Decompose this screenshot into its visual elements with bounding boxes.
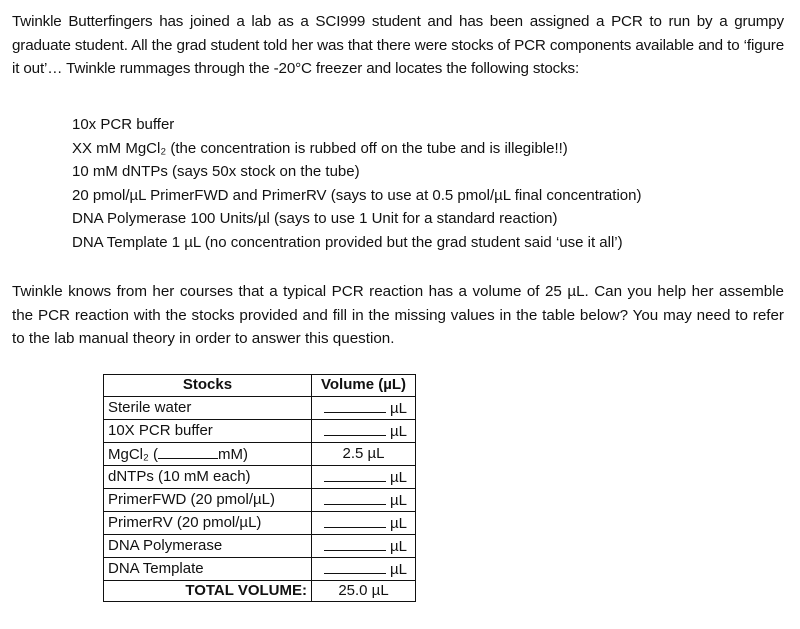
header-stocks: Stocks — [104, 375, 312, 397]
table-row — [104, 488, 416, 511]
stock-cell: DNA Polymerase — [104, 534, 312, 557]
volume-cell — [312, 511, 416, 534]
stock-cell: 10X PCR buffer — [104, 419, 312, 442]
total-label: TOTAL VOLUME: — [104, 580, 312, 602]
stock-item: DNA Polymerase 100 Units/µl (says to use 1 Unit for a standard reaction) — [72, 210, 558, 228]
pcr-table — [103, 374, 416, 602]
stock-item: XX mM MgCl₂ (the concentration is rubbed off on the tube and is illegible!!) — [72, 139, 568, 157]
table-row — [104, 419, 416, 442]
table-row — [104, 465, 416, 488]
stock-item: 10x PCR buffer — [72, 116, 175, 133]
table-row — [104, 511, 416, 534]
stock-cell: dNTPs (10 mM each) — [104, 465, 312, 488]
stock-cell: Sterile water — [104, 396, 312, 419]
stock-cell — [104, 442, 312, 465]
question-paragraph: Twinkle knows from her courses that a typical PCR reaction has a volume of 25 µL. Can you help her assemble the PCR reaction with the stocks provided and fill in the missing values in the table below? You may need to refer to the lab manual theory in order to answer this question. — [12, 283, 784, 347]
volume-blank[interactable] — [324, 466, 386, 482]
volume-cell — [312, 396, 416, 419]
volume-unit: µL — [390, 422, 407, 440]
volume-cell — [312, 465, 416, 488]
volume-cell — [312, 419, 416, 442]
volume-cell — [312, 534, 416, 557]
volume-unit: µL — [390, 399, 407, 417]
table-row — [104, 557, 416, 580]
stock-list — [72, 113, 641, 255]
stock-item: 20 pmol/µL PrimerFWD and PrimerRV (says to use at 0.5 pmol/µL final concentration) — [72, 186, 642, 204]
table-header-row — [104, 375, 416, 397]
volume-unit: µL — [390, 560, 407, 578]
mgcl2-prefix: MgCl₂ ( — [108, 445, 158, 463]
mgcl2-concentration-blank[interactable] — [158, 443, 218, 459]
stock-item: DNA Template 1 µL (no concentration provided but the grad student said ‘use it all’) — [72, 233, 623, 251]
stock-item: 10 mM dNTPs (says 50x stock on the tube) — [72, 163, 360, 181]
table-row — [104, 534, 416, 557]
table-row — [104, 442, 416, 465]
volume-unit: µL — [390, 491, 407, 509]
intro-paragraph: Twinkle Butterfingers has joined a lab as a SCI999 student and has been assigned a PCR to run by a grumpy graduate student. All the grad student told her was that there were stocks of PCR components available and to ‘figure it out’… Twinkle rummages through the -20°C freezer and locates the following stocks: — [12, 13, 784, 77]
volume-cell — [312, 557, 416, 580]
header-volume: Volume (µL) — [312, 375, 416, 397]
total-row — [104, 580, 416, 602]
stock-cell: DNA Template — [104, 557, 312, 580]
volume-blank[interactable] — [324, 489, 386, 505]
stock-cell: PrimerRV (20 pmol/µL) — [104, 511, 312, 534]
volume-cell — [312, 488, 416, 511]
volume-blank[interactable] — [324, 558, 386, 574]
volume-blank[interactable] — [324, 420, 386, 436]
volume-unit: µL — [390, 537, 407, 555]
volume-blank[interactable] — [324, 535, 386, 551]
stock-cell: PrimerFWD (20 pmol/µL) — [104, 488, 312, 511]
volume-blank[interactable] — [324, 397, 386, 413]
volume-unit: µL — [390, 468, 407, 486]
volume-unit: µL — [390, 514, 407, 532]
table-row — [104, 396, 416, 419]
total-value: 25.0 µL — [312, 580, 416, 602]
volume-cell: 2.5 µL — [312, 442, 416, 465]
mgcl2-suffix: mM) — [218, 445, 248, 463]
volume-blank[interactable] — [324, 512, 386, 528]
